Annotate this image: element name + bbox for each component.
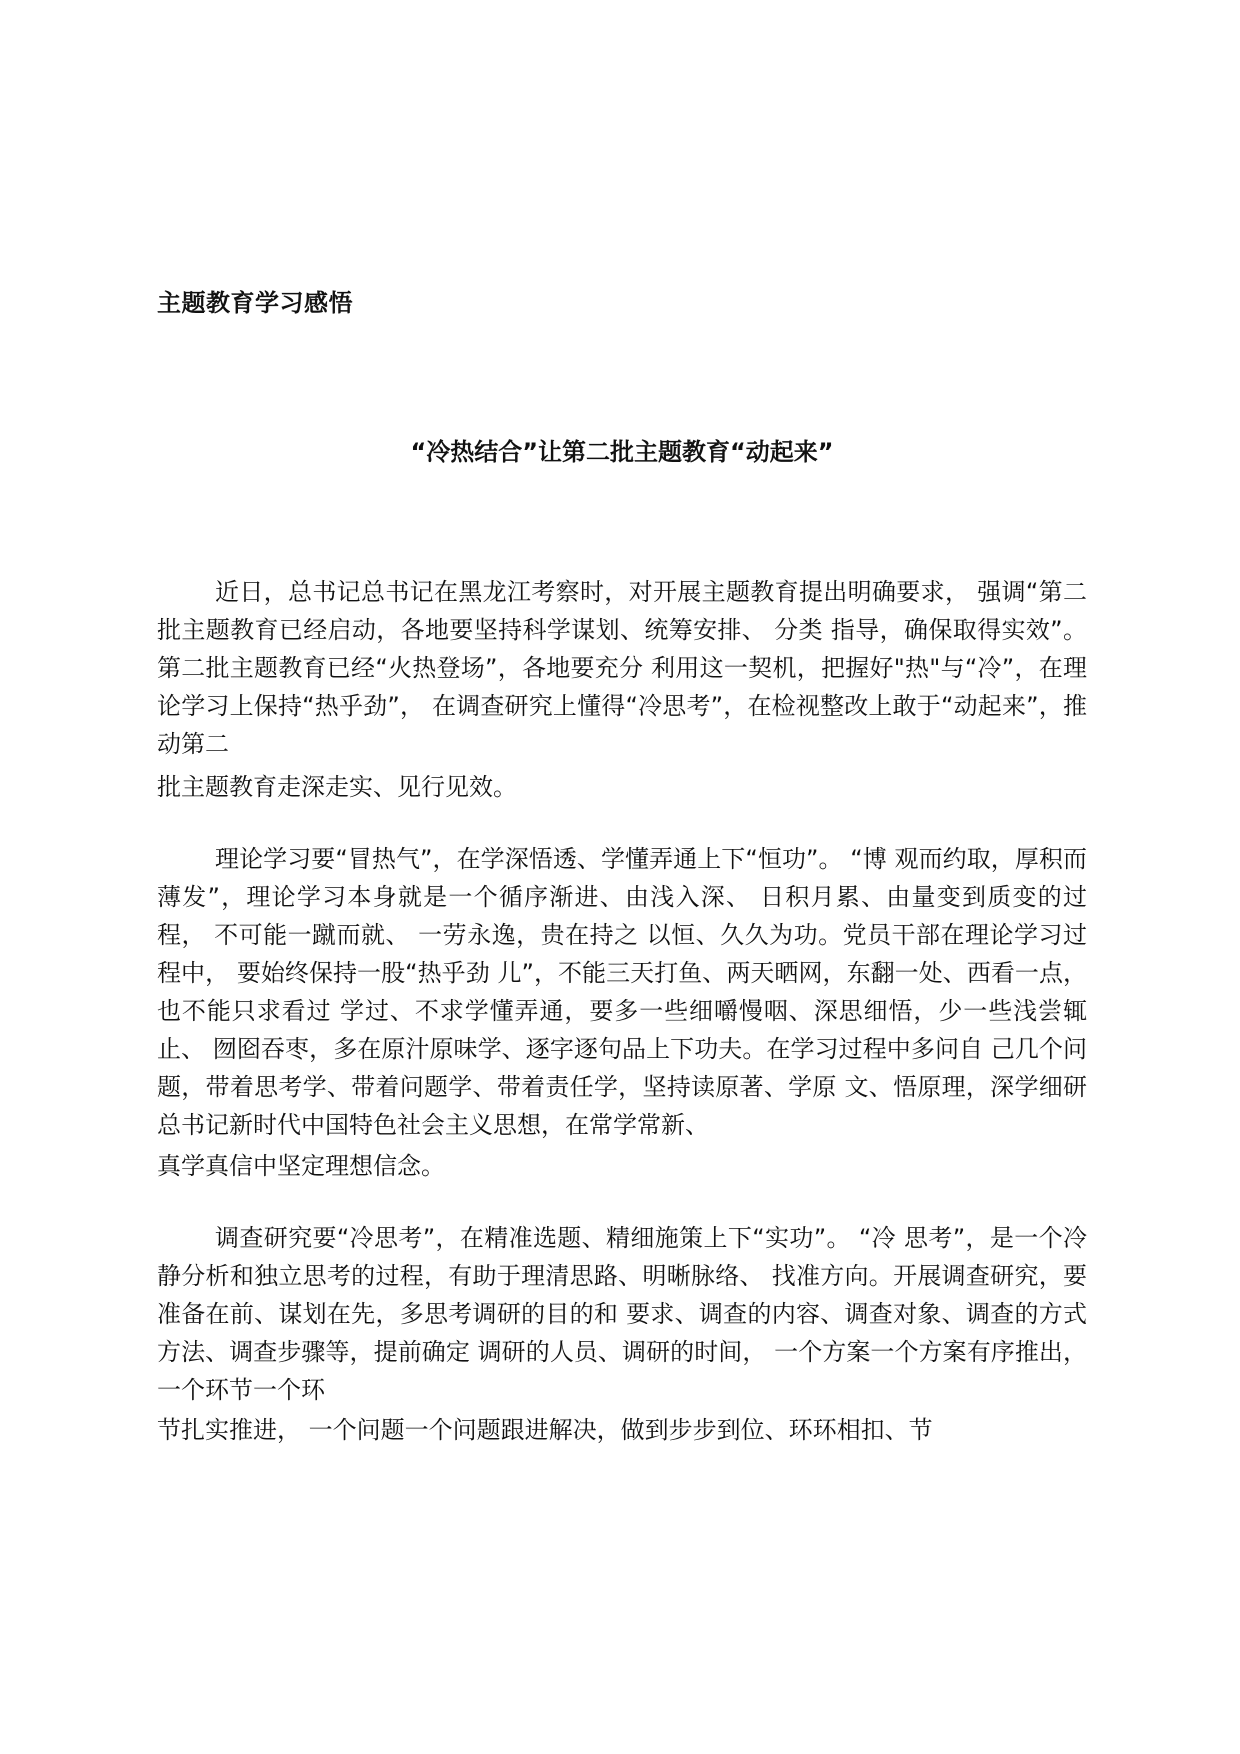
paragraph-investigation-continued: 节扎实推进， 一个问题一个问题跟进解决，做到步步到位、环环相扣、节 <box>157 1416 933 1444</box>
paragraph-intro: 近日，总书记总书记在黑龙江考察时，对开展主题教育提出明确要求， 强调“第二批主题教育已经启动，各地要坚持科学谋划、统筹安排、 分类 指导，确保取得实效”。第二批主题教育已经“火热登场”，各地要充分 利用这一契机，把握好"热"与“冷”，在理论学习上保持“热乎劲”， 在调查研究上懂得“冷思考”，在检视整改上敢于“动起来”，推动第二 <box>157 578 1087 758</box>
paragraph-investigation: 调查研究要“冷思考”，在精准选题、精细施策上下“实功”。 “冷 思考”，是一个冷静分析和独立思考的过程，有助于理清思路、明晰脉络、 找准方向。开展调查研究，要准备在前、谋划在先，多思考调研的目的和 要求、调查的内容、调查对象、调查的方式方法、调查步骤等，提前确定 调研的人员、调研的时间， 一个方案一个方案有序推出， 一个环节一个环 <box>157 1224 1087 1404</box>
paragraph-theory-study-continued: 真学真信中坚定理想信念。 <box>157 1152 445 1180</box>
paragraph-theory-study: 理论学习要“冒热气”，在学深悟透、学懂弄通上下“恒功”。 “博 观而约取，厚积而薄发”，理论学习本身就是一个循序渐进、由浅入深、 日积月累、由量变到质变的过程， 不可能一蹴而就、 一劳永逸，贵在持之 以恒、久久为功。党员干部在理论学习过程中， 要始终保持一股“热乎劲 儿”，不能三天打鱼、两天晒网，东翻一处、西看一点，也不能只求看过 学过、不求学懂弄通，要多一些细嚼慢咽、深思细悟，少一些浅尝辄止、 囫囵吞枣，多在原汁原味学、逐字逐句品上下功夫。在学习过程中多问自 己几个问题，带着思考学、带着问题学、带着责任学，坚持读原著、学原 文、悟原理，深学细研总书记新时代中国特色社会主义思想，在常学常新、 <box>157 845 1087 1139</box>
article-title: “冷热结合”让第二批主题教育“动起来” <box>410 438 834 466</box>
document-heading: 主题教育学习感悟 <box>157 289 353 317</box>
paragraph-intro-continued: 批主题教育走深走实、见行见效。 <box>157 773 517 801</box>
